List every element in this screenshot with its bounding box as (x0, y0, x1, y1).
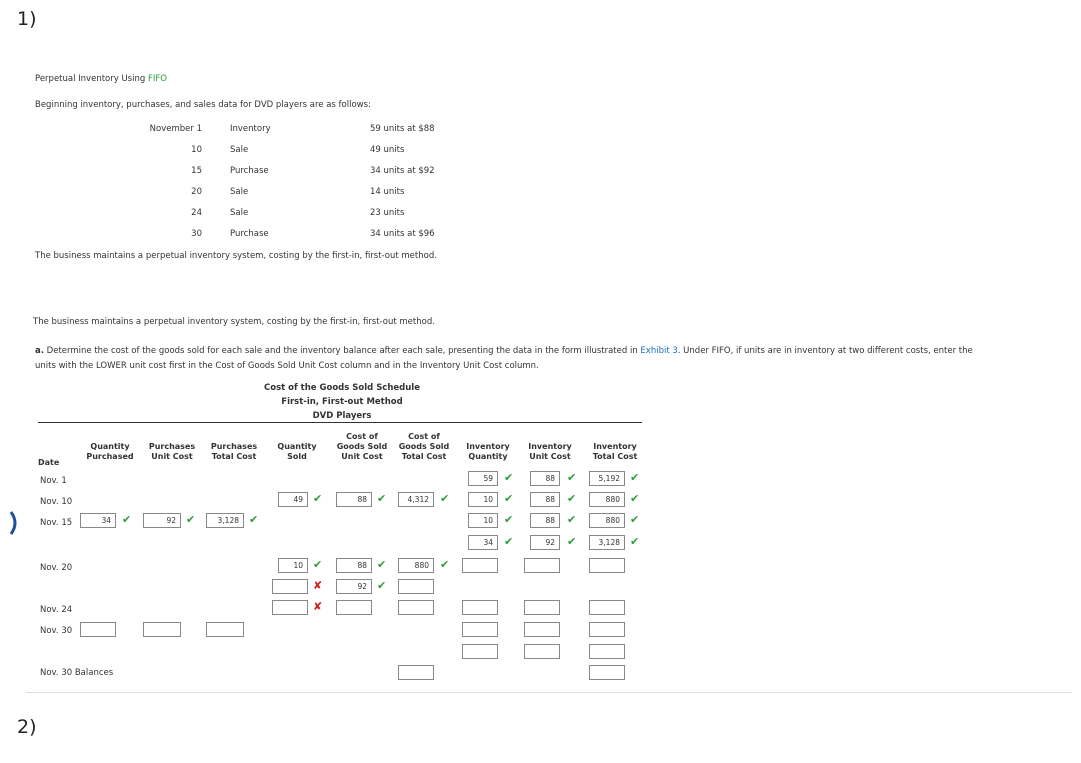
correct-icon: ✔ (630, 513, 640, 526)
part-a-text-end: . Under FIFO, if units are in inventory at two different costs, enter the (677, 346, 973, 356)
nov20-cogs-total-input[interactable]: 880 (398, 558, 434, 573)
question-1-number: 1) (17, 8, 37, 30)
row-label-nov20: Nov. 20 (40, 563, 73, 573)
header-purch-unit-cost: Purchases Unit Cost (148, 442, 196, 461)
correct-icon: ✔ (630, 535, 640, 548)
txn-date: 10 (191, 145, 202, 155)
header-inv-unit-cost: Inventory Unit Cost (528, 442, 572, 461)
header-cogs-total-cost: Cost of Goods Sold Total Cost (398, 432, 450, 461)
txn-type: Sale (230, 208, 249, 218)
nov10-inv-unit-input[interactable]: 88 (530, 492, 560, 507)
correct-icon: ✔ (504, 513, 514, 526)
nov15-inv-total-input-2[interactable]: 3,128 (589, 535, 625, 550)
correct-icon: ✔ (567, 471, 577, 484)
correct-icon: ✔ (440, 492, 450, 505)
header-inv-qty: Inventory Quantity (466, 442, 510, 461)
correct-icon: ✔ (313, 492, 323, 505)
header-qty-sold: Quantity Sold (277, 442, 317, 461)
nov30-inv-unit-input[interactable] (524, 622, 560, 637)
nov15-inv-unit-input[interactable]: 88 (530, 513, 560, 528)
nov24-inv-qty-input[interactable] (462, 600, 498, 615)
txn-date: 30 (191, 229, 202, 239)
header-cogs-unit-cost: Cost of Goods Sold Unit Cost (336, 432, 388, 461)
method-note: The business maintains a perpetual inventory system, costing by the first-in, first-out method. (35, 251, 437, 261)
correct-icon: ✔ (504, 471, 514, 484)
nov10-cogs-unit-input[interactable]: 88 (336, 492, 372, 507)
exhibit-3-link[interactable]: Exhibit 3 (640, 346, 678, 356)
nov20-cogs-total-input-2[interactable] (398, 579, 434, 594)
nov15-purch-total-input[interactable]: 3,128 (206, 513, 244, 528)
correct-icon: ✔ (567, 535, 577, 548)
txn-detail: 23 units (370, 208, 405, 218)
nov10-cogs-total-input[interactable]: 4,312 (398, 492, 434, 507)
correct-icon: ✔ (504, 492, 514, 505)
row-label-balances: Nov. 30 Balances (40, 668, 114, 678)
nov20-cogs-unit-input-2[interactable]: 92 (336, 579, 372, 594)
nov20-qty-sold-input[interactable]: 10 (278, 558, 308, 573)
txn-detail: 34 units at $92 (370, 166, 435, 176)
nov30-purch-total-input[interactable] (206, 622, 244, 637)
intro-text: Beginning inventory, purchases, and sales data for DVD players are as follows: (35, 100, 371, 110)
balances-cogs-total-input[interactable] (398, 665, 434, 680)
header-qty-purchased: Quantity Purchased (86, 442, 134, 461)
nov20-inv-qty-input[interactable] (462, 558, 498, 573)
txn-detail: 59 units at $88 (370, 124, 435, 134)
nov24-inv-total-input[interactable] (589, 600, 625, 615)
txn-date: 15 (191, 166, 202, 176)
incorrect-icon: ✘ (313, 579, 323, 592)
txn-type: Sale (230, 187, 249, 197)
row-label-nov10: Nov. 10 (40, 497, 73, 507)
nov30-inv-qty-input-2[interactable] (462, 644, 498, 659)
txn-type: Purchase (230, 229, 269, 239)
correct-icon: ✔ (377, 492, 387, 505)
txn-detail: 34 units at $96 (370, 229, 435, 239)
correct-icon: ✔ (630, 492, 640, 505)
nov1-inv-unit-input[interactable]: 88 (530, 471, 560, 486)
part-a-label: a. (35, 346, 44, 356)
txn-type: Purchase (230, 166, 269, 176)
txn-detail: 49 units (370, 145, 405, 155)
schedule-product: DVD Players (312, 411, 372, 421)
txn-date: 24 (191, 208, 202, 218)
row-label-nov15: Nov. 15 (40, 518, 73, 528)
nov20-qty-sold-input-2[interactable] (272, 579, 308, 594)
part-a-text: Determine the cost of the goods sold for each sale and the inventory balance after each sale, presenting the data in the form illustrated in (43, 346, 641, 356)
nov1-inv-qty-input[interactable]: 59 (468, 471, 498, 486)
nov15-qty-purchased-input[interactable]: 34 (80, 513, 116, 528)
row-label-nov30: Nov. 30 (40, 626, 73, 636)
problem-title (35, 74, 167, 84)
correct-icon: ✔ (567, 492, 577, 505)
nov24-cogs-total-input[interactable] (398, 600, 434, 615)
nov1-inv-total-input[interactable]: 5,192 (589, 471, 625, 486)
txn-date: 20 (191, 187, 202, 197)
nov15-inv-unit-input-2[interactable]: 92 (530, 535, 560, 550)
section-divider (26, 692, 1072, 693)
correct-icon: ✔ (249, 513, 259, 526)
txn-detail: 14 units (370, 187, 405, 197)
header-date: Date (38, 458, 60, 467)
nov30-inv-total-input[interactable] (589, 622, 625, 637)
nov30-purch-unit-input[interactable] (143, 622, 181, 637)
correct-icon: ✔ (440, 558, 450, 571)
nov24-cogs-unit-input[interactable] (336, 600, 372, 615)
header-inv-total-cost: Inventory Total Cost (592, 442, 638, 461)
nov20-inv-unit-input[interactable] (524, 558, 560, 573)
correct-icon: ✔ (377, 558, 387, 571)
part-a-instructions (35, 346, 973, 356)
schedule-title: Cost of the Goods Sold Schedule (264, 383, 420, 393)
nov15-inv-qty-input-2[interactable]: 34 (468, 535, 498, 550)
row-label-nov24: Nov. 24 (40, 605, 73, 615)
txn-type: Inventory (230, 124, 271, 134)
header-purch-total-cost: Purchases Total Cost (210, 442, 258, 461)
schedule-top-rule (38, 422, 642, 423)
correct-icon: ✔ (186, 513, 196, 526)
nov24-qty-sold-input[interactable] (272, 600, 308, 615)
schedule-method: First-in, First-out Method (281, 397, 403, 407)
question-2-number: 2) (17, 716, 37, 738)
nov15-inv-qty-input[interactable]: 10 (468, 513, 498, 528)
txn-type: Sale (230, 145, 249, 155)
balances-inv-total-input[interactable] (589, 665, 625, 680)
nov20-inv-total-input[interactable] (589, 558, 625, 573)
incorrect-icon: ✘ (313, 600, 323, 613)
part-a-instructions-line2: units with the LOWER unit cost first in the Cost of Goods Sold Unit Cost column and in the Inventory Unit Cost column. (35, 361, 539, 371)
correct-icon: ✔ (567, 513, 577, 526)
nov10-qty-sold-input[interactable]: 49 (278, 492, 308, 507)
method-note-repeat: The business maintains a perpetual inventory system, costing by the first-in, first-out method. (33, 317, 435, 327)
nov20-cogs-unit-input[interactable]: 88 (336, 558, 372, 573)
txn-date: November 1 (149, 124, 202, 134)
current-row-indicator-icon (8, 510, 20, 536)
title-text: Perpetual Inventory Using (35, 74, 148, 84)
nov30-inv-total-input-2[interactable] (589, 644, 625, 659)
correct-icon: ✔ (313, 558, 323, 571)
nov10-inv-total-input[interactable]: 880 (589, 492, 625, 507)
row-label-nov1: Nov. 1 (40, 476, 67, 486)
correct-icon: ✔ (377, 579, 387, 592)
correct-icon: ✔ (504, 535, 514, 548)
fifo-link[interactable]: FIFO (147, 74, 167, 84)
nov24-inv-unit-input[interactable] (524, 600, 560, 615)
nov30-inv-unit-input-2[interactable] (524, 644, 560, 659)
nov30-qty-purchased-input[interactable] (80, 622, 116, 637)
correct-icon: ✔ (630, 471, 640, 484)
nov30-inv-qty-input[interactable] (462, 622, 498, 637)
nov15-inv-total-input[interactable]: 880 (589, 513, 625, 528)
nov15-purch-unit-input[interactable]: 92 (143, 513, 181, 528)
nov10-inv-qty-input[interactable]: 10 (468, 492, 498, 507)
correct-icon: ✔ (122, 513, 132, 526)
